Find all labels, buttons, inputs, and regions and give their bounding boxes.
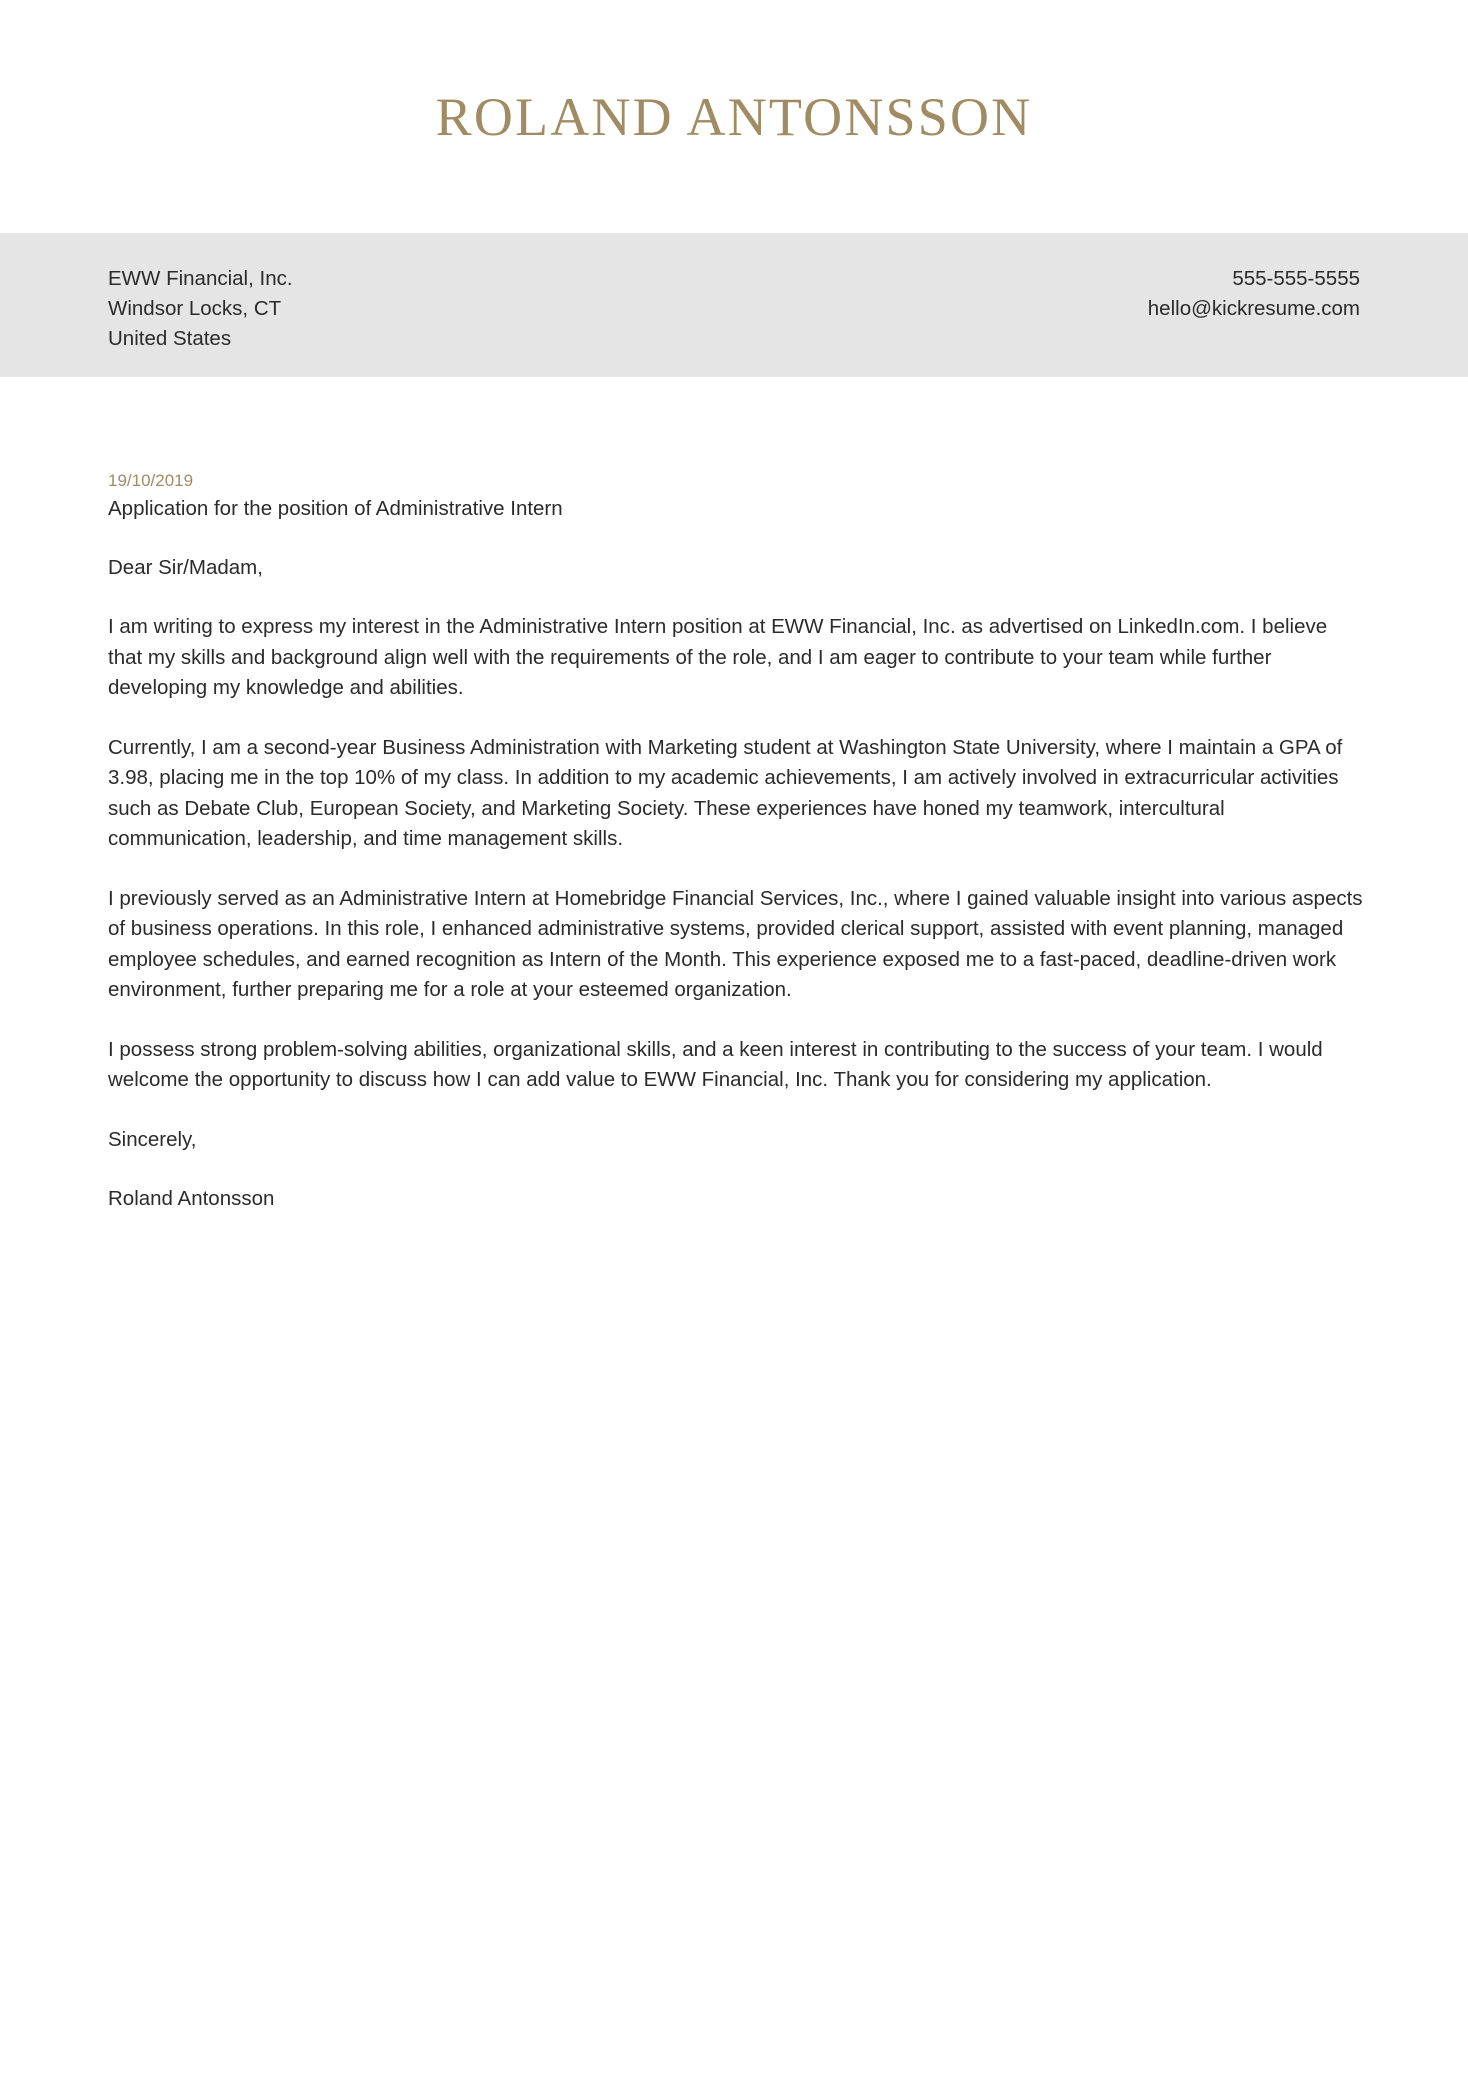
recipient-address-block bbox=[108, 264, 293, 354]
letter-closing: Sincerely, bbox=[108, 1127, 197, 1151]
recipient-city-state: Windsor Locks, CT bbox=[108, 297, 282, 320]
letter-paragraph: I am writing to express my interest in the Administrative Intern position at EWW Financial, Inc. as advertised on LinkedIn.com. I believe that my skills and background align well with the requirements of the role, and I am eager to contribute to your team while further developing my knowledge and abilities. bbox=[108, 615, 1328, 699]
sender-email: hello@kickresume.com bbox=[1147, 297, 1360, 320]
letter-subject: Application for the position of Administrative Intern bbox=[108, 497, 563, 520]
recipient-company: EWW Financial, Inc. bbox=[108, 267, 293, 290]
letter-date: 19/10/2019 bbox=[108, 471, 194, 490]
name-header bbox=[0, 0, 1468, 233]
letter-paragraph: I previously served as an Administrative Intern at Homebridge Financial Services, Inc., where I gained valuable insight into various aspects of business operations. In this role, I enhanced administrative systems, provided clerical support, assisted with event planning, managed employee schedules, and earned recognition as Intern of the Month. This experience exposed me to a fast-paced, deadline-driven work environment, further preparing me for a role at your esteemed organization. bbox=[108, 886, 1363, 1001]
page-title: ROLAND ANTONSSON bbox=[435, 86, 1033, 147]
contact-band-inner bbox=[108, 264, 1360, 354]
letter-paragraph: Currently, I am a second-year Business Administration with Marketing student at Washington State University, where I maintain a GPA of 3.98, placing me in the top 10% of my class. In addition to my academic achievements, I am actively involved in extracurricular activities such as Debate Club, European Society, and Marketing Society. These experiences have honed my teamwork, intercultural communication, leadership, and time management skills. bbox=[108, 735, 1343, 850]
recipient-country: United States bbox=[108, 327, 232, 350]
sender-contact-block bbox=[1148, 264, 1360, 324]
letter-salutation: Dear Sir/Madam, bbox=[108, 556, 263, 579]
letter-body bbox=[108, 470, 1363, 1214]
contact-band bbox=[0, 233, 1468, 377]
letter-paragraph: I possess strong problem-solving abilities, organizational skills, and a keen interest in contributing to the success of your team. I would welcome the opportunity to discuss how I can add value to EWW Financial, Inc. Thank you for considering my application. bbox=[108, 1037, 1323, 1091]
letter-signature: Roland Antonsson bbox=[108, 1186, 275, 1210]
sender-phone: 555-555-5555 bbox=[1232, 267, 1360, 290]
